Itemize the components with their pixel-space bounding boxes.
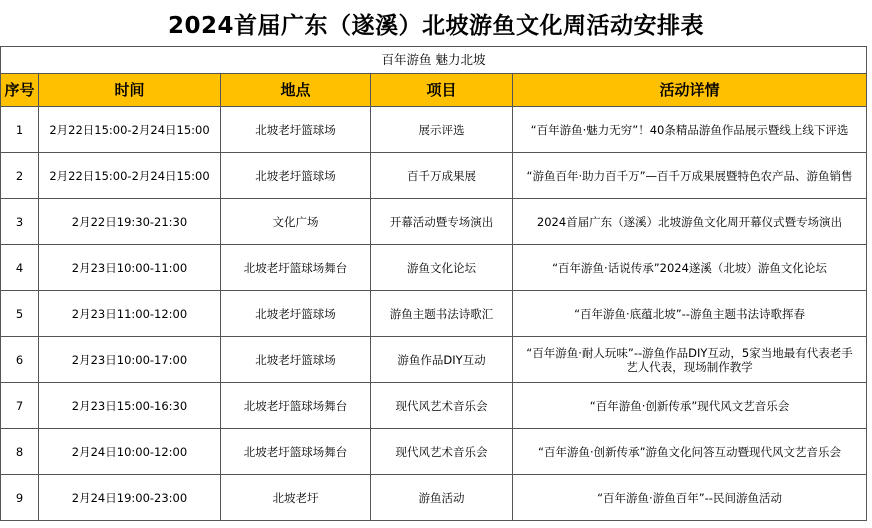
cell-place: 北坡老圩篮球场 bbox=[221, 337, 371, 383]
cell-item: 展示评选 bbox=[371, 107, 513, 153]
page-title: 2024首届广东（遂溪）北坡游鱼文化周活动安排表 bbox=[0, 0, 872, 46]
cell-time: 2月23日10:00-17:00 bbox=[39, 337, 221, 383]
cell-seq: 5 bbox=[1, 291, 39, 337]
table-row bbox=[1, 337, 867, 383]
column-header-time: 时间 bbox=[39, 74, 221, 107]
cell-detail: “百年游鱼·耐人玩味”--游鱼作品DIY互动，5家当地最有代表老手艺人代表，现场制作教学 bbox=[513, 337, 867, 383]
cell-item: 现代风艺术音乐会 bbox=[371, 383, 513, 429]
cell-item: 游鱼主题书法诗歌汇 bbox=[371, 291, 513, 337]
cell-place: 北坡老圩篮球场舞台 bbox=[221, 245, 371, 291]
cell-time: 2月24日19:00-23:00 bbox=[39, 475, 221, 521]
cell-detail: “百年游鱼·创新传承”现代风文艺音乐会 bbox=[513, 383, 867, 429]
cell-detail: “游鱼百年·助力百千万”—百千万成果展暨特色农产品、游鱼销售 bbox=[513, 153, 867, 199]
cell-time: 2月23日10:00-11:00 bbox=[39, 245, 221, 291]
cell-time: 2月23日11:00-12:00 bbox=[39, 291, 221, 337]
cell-item: 现代风艺术音乐会 bbox=[371, 429, 513, 475]
cell-place: 北坡老圩篮球场舞台 bbox=[221, 383, 371, 429]
cell-item: 开幕活动暨专场演出 bbox=[371, 199, 513, 245]
cell-seq: 7 bbox=[1, 383, 39, 429]
cell-item: 百千万成果展 bbox=[371, 153, 513, 199]
table-row bbox=[1, 199, 867, 245]
column-header-seq: 序号 bbox=[1, 74, 39, 107]
table-subtitle: 百年游鱼 魅力北坡 bbox=[1, 47, 867, 74]
column-header-item: 项目 bbox=[371, 74, 513, 107]
cell-seq: 9 bbox=[1, 475, 39, 521]
table-row bbox=[1, 475, 867, 521]
cell-seq: 8 bbox=[1, 429, 39, 475]
cell-detail: “百年游鱼·游鱼百年”--民间游鱼活动 bbox=[513, 475, 867, 521]
cell-item: 游鱼活动 bbox=[371, 475, 513, 521]
cell-time: 2月22日19:30-21:30 bbox=[39, 199, 221, 245]
cell-seq: 3 bbox=[1, 199, 39, 245]
cell-seq: 1 bbox=[1, 107, 39, 153]
cell-item: 游鱼文化论坛 bbox=[371, 245, 513, 291]
cell-place: 文化广场 bbox=[221, 199, 371, 245]
cell-detail: “百年游鱼·创新传承”游鱼文化问答互动暨现代风文艺音乐会 bbox=[513, 429, 867, 475]
cell-detail: 2024首届广东（遂溪）北坡游鱼文化周开幕仪式暨专场演出 bbox=[513, 199, 867, 245]
table-row bbox=[1, 291, 867, 337]
cell-seq: 6 bbox=[1, 337, 39, 383]
table-row bbox=[1, 153, 867, 199]
column-header-place: 地点 bbox=[221, 74, 371, 107]
cell-seq: 4 bbox=[1, 245, 39, 291]
cell-seq: 2 bbox=[1, 153, 39, 199]
cell-item: 游鱼作品DIY互动 bbox=[371, 337, 513, 383]
cell-place: 北坡老圩篮球场舞台 bbox=[221, 429, 371, 475]
cell-time: 2月23日15:00-16:30 bbox=[39, 383, 221, 429]
column-header-detail: 活动详情 bbox=[513, 74, 867, 107]
header-row bbox=[1, 74, 867, 107]
table-row bbox=[1, 107, 867, 153]
cell-detail: “百年游鱼·话说传承”2024遂溪（北坡）游鱼文化论坛 bbox=[513, 245, 867, 291]
cell-place: 北坡老圩篮球场 bbox=[221, 291, 371, 337]
table-row bbox=[1, 245, 867, 291]
subtitle-row bbox=[1, 47, 867, 74]
table-row bbox=[1, 429, 867, 475]
schedule-table bbox=[0, 46, 867, 521]
cell-place: 北坡老圩 bbox=[221, 475, 371, 521]
cell-detail: “百年游鱼·魅力无穷”！40条精品游鱼作品展示暨线上线下评选 bbox=[513, 107, 867, 153]
cell-time: 2月24日10:00-12:00 bbox=[39, 429, 221, 475]
table-row bbox=[1, 383, 867, 429]
cell-place: 北坡老圩篮球场 bbox=[221, 107, 371, 153]
cell-detail: “百年游鱼·底蕴北坡”--游鱼主题书法诗歌挥春 bbox=[513, 291, 867, 337]
cell-time: 2月22日15:00-2月24日15:00 bbox=[39, 107, 221, 153]
cell-place: 北坡老圩篮球场 bbox=[221, 153, 371, 199]
cell-time: 2月22日15:00-2月24日15:00 bbox=[39, 153, 221, 199]
